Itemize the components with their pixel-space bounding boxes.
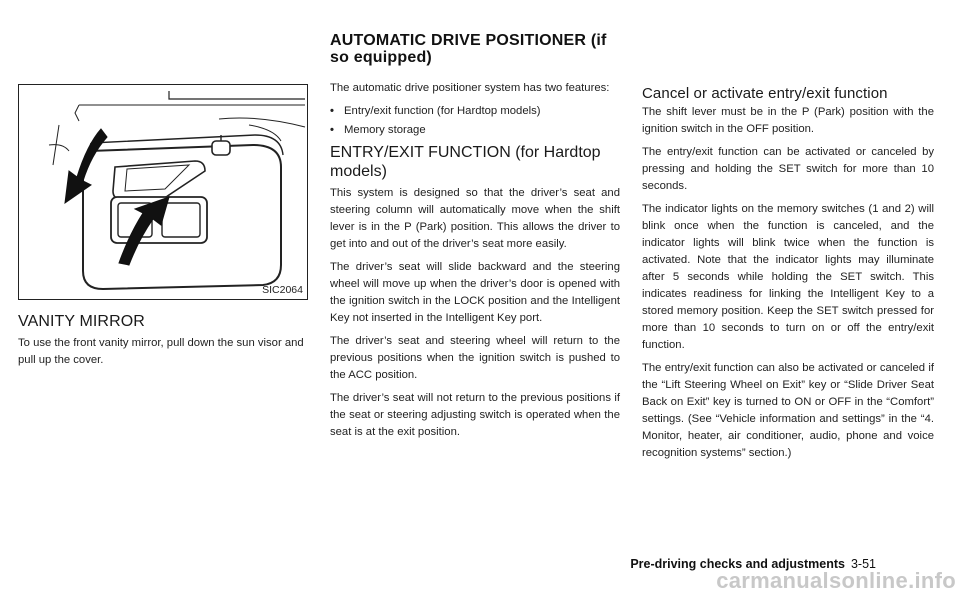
bullet-icon: • xyxy=(330,105,334,117)
cancel-paragraph: The entry/exit function can be activated or canceled by pressing and holding the SET switch for more than 10 seconds. xyxy=(642,146,934,192)
vanity-mirror-text: To use the front vanity mirror, pull down the sun visor and pull up the cover. xyxy=(18,337,304,366)
entry-exit-paragraph: The driver’s seat will not return to the previous positions if the seat or steering adjusting switch is operated when the seat is at the exit position. xyxy=(330,392,620,438)
page-number: 3-51 xyxy=(850,557,876,571)
cancel-paragraph: The entry/exit function can also be activated or canceled if the “Lift Steering Wheel on Exit” key or “Slide Driver Seat Back on Exit” key is turned to ON or OFF in the “Comfort” settings. (See “Vehicle information and settings” in the “4. Monitor, heater, air conditioner, audio, phone and voice recognition systems” section.) xyxy=(642,362,934,459)
feature-item: • Memory storage xyxy=(330,122,620,139)
right-column xyxy=(642,104,934,468)
adp-heading: AUTOMATIC DRIVE POSITIONER (if so equipped) xyxy=(330,32,607,66)
bullet-icon: • xyxy=(330,124,334,136)
middle-column xyxy=(330,80,620,447)
cancel-paragraph: The shift lever must be in the P (Park) position with the ignition switch in the OFF position. xyxy=(642,106,934,135)
entry-exit-heading: ENTRY/EXIT FUNCTION (for Hardtop models) xyxy=(330,144,601,180)
vanity-mirror-heading: VANITY MIRROR xyxy=(18,313,145,330)
feature-item: • Entry/exit function (for Hardtop models) xyxy=(330,103,620,120)
cancel-activate-heading: Cancel or activate entry/exit function xyxy=(642,85,888,102)
adp-intro: The automatic drive positioner system has two features: xyxy=(330,82,610,94)
watermark: carmanualsonline.info xyxy=(716,568,956,593)
entry-exit-paragraph: This system is designed so that the driver’s seat and steering column will automatically move when the shift lever is in the P (Park) position. This allows the driver to get into and out of the driver’s seat more easily. xyxy=(330,187,620,250)
vanity-mirror-illustration xyxy=(18,84,308,300)
sun-visor-drawing xyxy=(19,85,307,299)
entry-exit-paragraph: The driver’s seat will slide backward and the steering wheel will move up when the driver’s door is opened with the ignition switch in the LOCK position and the Intelligent Key not inserted in the Intelligent Key port. xyxy=(330,261,620,324)
entry-exit-paragraph: The driver’s seat and steering wheel will return to the previous positions when the ignition switch is pushed to the ACC position. xyxy=(330,335,620,381)
cancel-paragraph: The indicator lights on the memory switches (1 and 2) will blink once when the function is canceled, and the indicator lights will blink twice when the function is activated. Note that the indicator lights may illuminate after 5 seconds while holding the SET switch. This indicates readiness for linking the Intelligent Key to a stored memory position. Keep the SET switch pressed for more than 10 seconds to turn on or off the entry/exit function. xyxy=(642,203,934,351)
footer-section-title: Pre-driving checks and adjustments xyxy=(630,557,845,571)
figure-caption: SIC2064 xyxy=(262,284,303,296)
vanity-mirror-body xyxy=(18,335,308,375)
